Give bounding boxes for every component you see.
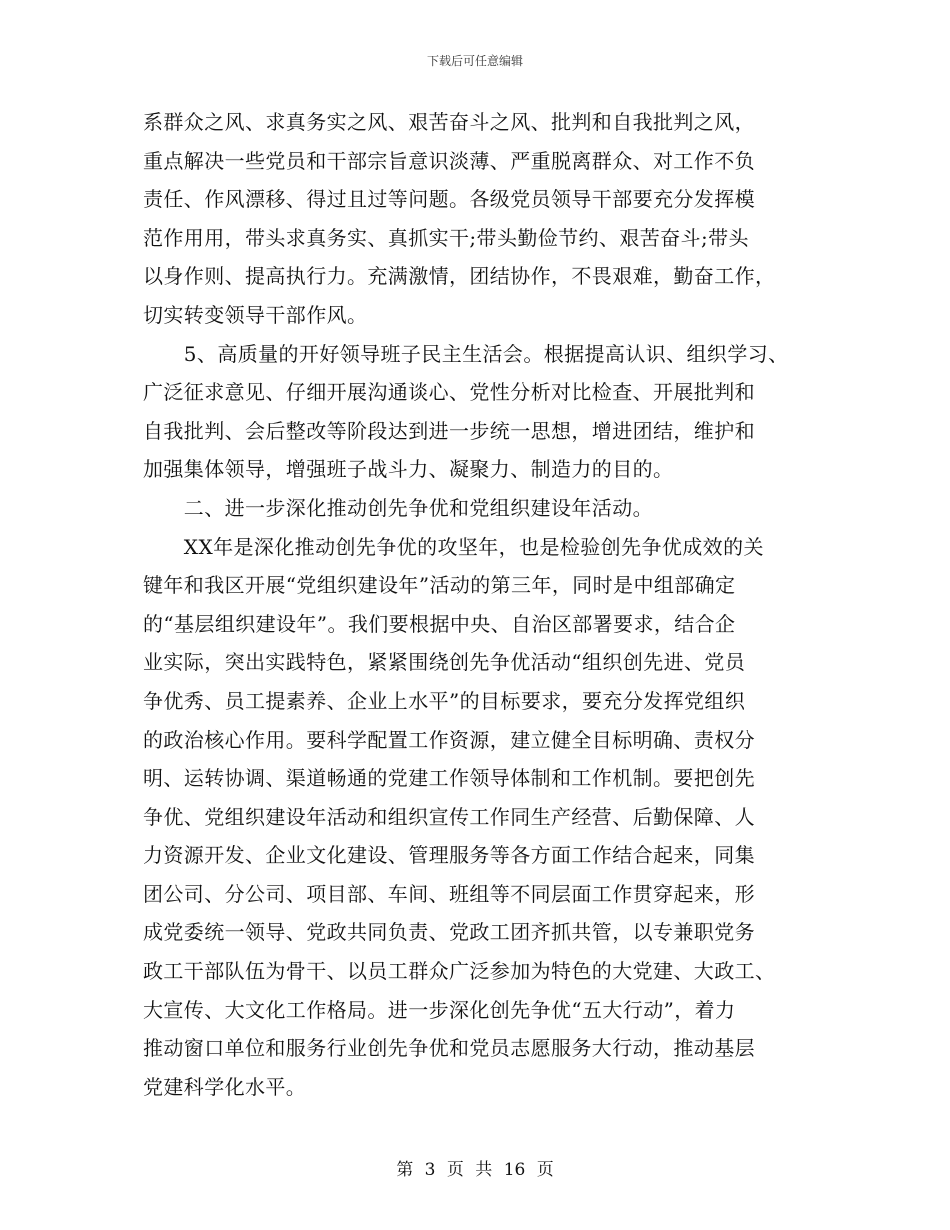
text-line: 明、运转协调、渠道畅通的党建工作领导体制和工作机制。要把创先 [143,766,755,791]
page-footer: 第 3 页 共 16 页 [396,1160,554,1180]
text-line: 的政治核心作用。要科学配置工作资源，建立健全目标明确、责权分 [143,727,755,752]
text-line: 系群众之风、求真务实之风、艰苦奋斗之风、批判和自我批判之风， [143,110,755,134]
text-line: 加强集体领导，增强班子战斗力、凝聚力、制造力的目的。 [143,457,674,482]
text-line: 切实转变领导干部作风。 [143,302,368,327]
text-line: 自我批判、会后整改等阶段达到进一步统一思想，增进团结，维护和 [143,418,755,443]
text-line: 重点解决一些党员和干部宗旨意识淡薄、严重脱离群众、对工作不负 [143,148,755,173]
text-line: 广泛征求意见、仔细开展沟通谈心、党性分析对比检查、开展批判和 [143,380,755,405]
text-line: 推动窗口单位和服务行业创先争优和党员志愿服务大行动，推动基层 [143,1036,755,1061]
text-line: 业实际，突出实践特色，紧紧围绕创先争优活动“组织创先进、党员 [143,650,746,675]
document-body [143,103,823,1106]
text-line: 范作用用，带头求真务实、真抓实干;带头勤俭节约、艰苦奋斗;带头 [143,225,749,250]
text-line: 力资源开发、企业文化建设、管理服务等各方面工作结合起来，同集 [143,843,755,868]
text-line: 争优秀、员工提素养、企业上水平”的目标要求，要充分发挥党组织 [143,688,746,713]
text-line: 大宣传、大文化工作格局。进一步深化创先争优“五大行动”，着力 [143,997,736,1022]
text-line: XX年是深化推动创先争优的攻坚年，也是检验创先争优成效的关 [143,534,764,559]
text-line: 成党委统一领导、党政共同负责、党政工团齐抓共管，以专兼职党务 [143,920,755,945]
text-line: 二、进一步深化推动创先争优和党组织建设年活动。 [143,495,653,520]
page-header: 下载后可任意编辑 [426,54,523,68]
text-line: 键年和我区开展“党组织建设年”活动的第三年，同时是中组部确定 [143,573,736,598]
text-line: 争优、党组织建设年活动和组织宣传工作同生产经营、后勤保障、人 [143,804,755,829]
text-line: 以身作则、提高执行力。充满激情，团结协作，不畏艰难，勤奋工作， [143,264,776,289]
text-line: 团公司、分公司、项目部、车间、班组等不同层面工作贯穿起来，形 [143,881,755,906]
text-line: 责任、作风漂移、得过且过等问题。各级党员领导干部要充分发挥模 [143,187,755,212]
text-line: 的“基层组织建设年”。我们要根据中央、自治区部署要求，结合企 [143,611,736,636]
text-line: 政工干部队伍为骨干、以员工群众广泛参加为特色的大党建、大政工、 [143,959,776,984]
text-line: 5、高质量的开好领导班子民主生活会。根据提高认识、组织学习、 [143,341,789,366]
text-line: 党建科学化水平。 [143,1074,307,1099]
